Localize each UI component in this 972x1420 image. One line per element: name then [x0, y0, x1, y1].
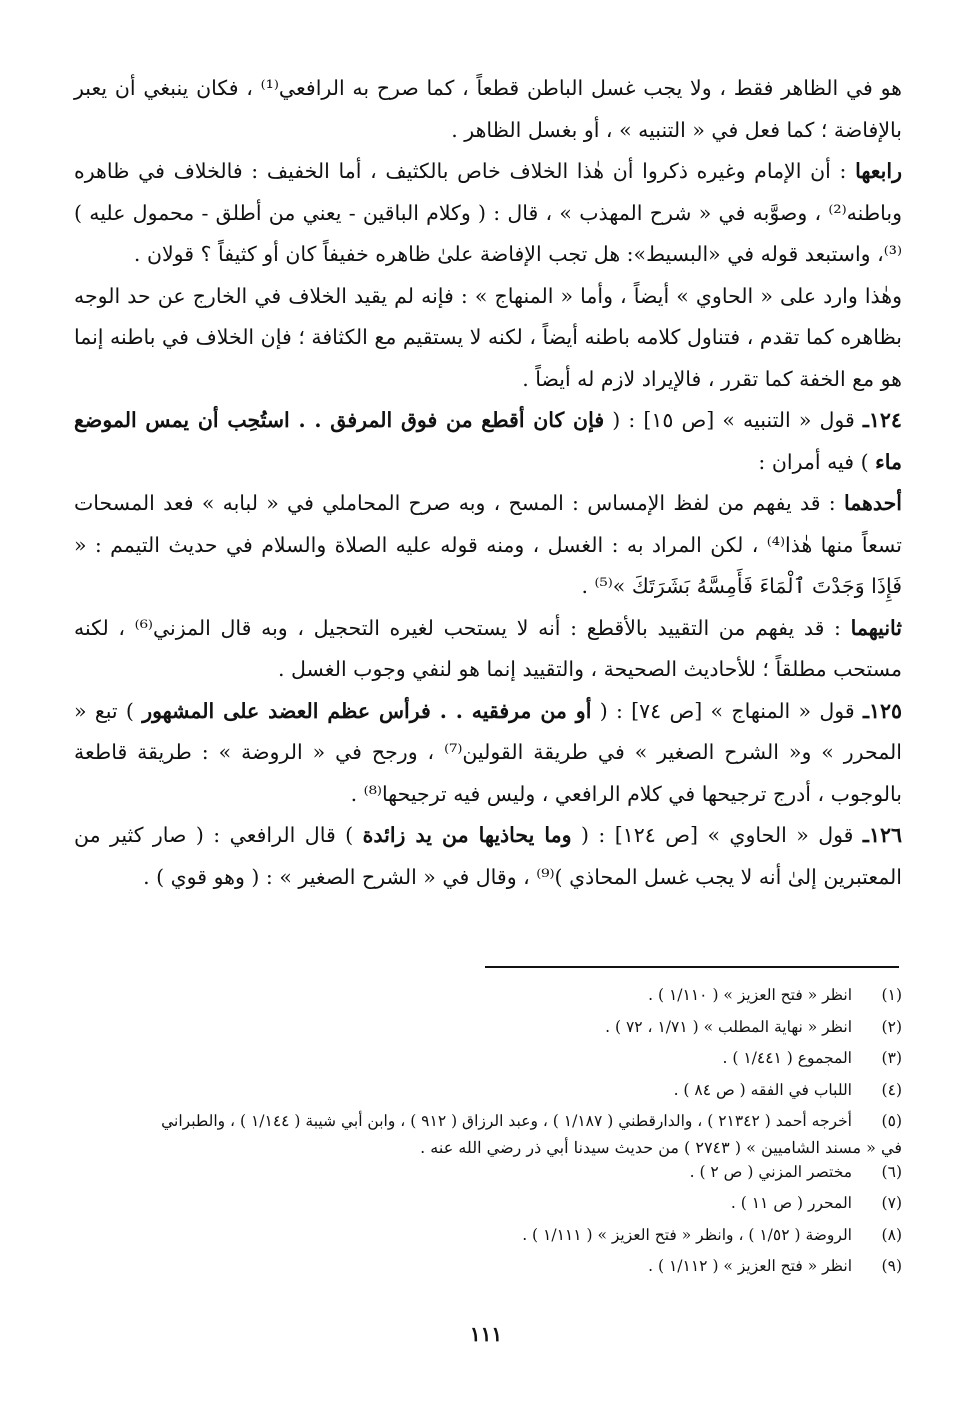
footnote — [74, 1075, 902, 1107]
entry-tail: ) تبع « المحرر » و« الشرح الصغير » في طريقة القولين⁽⁷⁾ ، ورجح في « الروضة » : طريقة قاطعة بالوجوب ، أدرج ترجيحها في كلام الرافعي ، وليس فيه ترجيحها⁽⁸⁾ . — [74, 698, 903, 806]
paragraph-3: وهٰذا وارد على « الحاوي » أيضاً ، وأما « المنهاج » : فإنه لم يقيد الخلاف في الخارج عن حد الوجه بظاهره كما تقدم ، فتناول كلامه باطنه أيضاً ، لكنه لا يستقيم مع الكثافة ؛ فإن الخلاف في باطنه إنما هو مع الخفة كما تقرر ، فالإيراد لازم له أيضاً . — [74, 283, 902, 391]
footnote-number: (٦) — [881, 1162, 902, 1181]
entry-quote: أو من مرفقيه . . فرأس عظم العضد على المشهور — [142, 698, 592, 723]
footnote-text: المجموع ( ١/٤٤١ ) . — [722, 1049, 852, 1067]
footnote-continuation: في « مسند الشاميين » ( ٢٧٤٣ ) من حديث سيدنا أبي ذر رضي الله عنه . — [420, 1137, 902, 1157]
footnote-number: (٨) — [881, 1225, 902, 1244]
entry-number: ١٢٤ـ — [862, 408, 902, 432]
footnote-text: انظر « فتح العزيز » ( ١/١١٢ ) . — [648, 1257, 852, 1275]
paragraph-text: : قد يفهم من لفظ الإمساس : المسح ، وبه صرح المحاملي في « لبابه » فعد المسحات تسعاً منها هٰذا⁽⁴⁾ ، لكن المراد به : الغسل ، ومنه قوله عليه الصلاة والسلام في حديث التيمم : « فَإِذَا وَجَدْتَ ٱلْمَاءَ فَأَمِسَّهُ بَشَرَتَكَ »⁽⁵⁾ . — [74, 491, 902, 598]
footnote-number: (٧) — [881, 1194, 902, 1212]
entry-tail: ) فيه أمران : — [758, 449, 869, 474]
entry-125 — [74, 691, 902, 816]
footnote — [74, 1220, 902, 1252]
entry-intro: قول « التنبيه » [ص ١٥] : ( — [612, 408, 855, 432]
footnote-text: مختصر المزني ( ص ٢ ) . — [689, 1162, 852, 1181]
entry-intro: قول « الحاوي » [ص ١٢٤] : ( — [580, 823, 854, 847]
footnote-number: (٥) — [881, 1112, 902, 1130]
entry-quote: وما يحاذيها من يد زائدة — [362, 823, 572, 847]
paragraph-label: ثانيهما — [850, 615, 902, 640]
footnote-text: انظر « نهاية المطلب » ( ١/٧١ ، ٧٢ ) . — [605, 1017, 852, 1036]
footnote — [74, 1188, 902, 1220]
footnote-text: انظر « فتح العزيز » ( ١/١١٠ ) . — [648, 986, 852, 1004]
paragraph-text: : قد يفهم من التقييد بالأقطع : أنه لا يستحب لغيره التحجيل ، وبه قال المزني⁽⁶⁾ ، لكنه مستحب مطلقاً ؛ للأحاديث الصحيحة ، والتقييد إنما هو لنفي وجوب الغسل . — [74, 615, 902, 681]
entry-intro: قول « المنهاج » [ص ٧٤] : ( — [599, 698, 855, 723]
footnote-number: (٢) — [881, 1017, 902, 1036]
footnote-divider — [485, 966, 899, 968]
entry-tail: ) قال الرافعي : ( صار كثير من المعتبرين إلىٰ أنه لا يجب غسل المحاذي )⁽⁹⁾ ، وقال في « الشرح الصغير » : ( وهو قوي ) . — [74, 823, 902, 889]
paragraph-6 — [74, 608, 902, 691]
paragraph-label: رابعها — [855, 159, 902, 183]
entry-number: ١٢٦ـ — [862, 823, 902, 847]
footnote — [74, 980, 902, 1012]
footnotes — [74, 980, 902, 1283]
entry-126 — [74, 815, 902, 898]
footnote-number: (١) — [881, 986, 902, 1004]
paragraph-2 — [74, 151, 902, 276]
footnote-number: (٣) — [881, 1049, 902, 1067]
footnote — [74, 1157, 902, 1189]
footnote-text: الروضة ( ١/٥٢ ) ، وانظر « فتح العزيز » ( ١/١١١ ) . — [522, 1225, 852, 1244]
paragraph-1: هو في الظاهر فقط ، ولا يجب غسل الباطن قطعاً ، كما صرح به الرافعي⁽¹⁾ ، فكان ينبغي أن يعبر بالإفاضة ؛ كما فعل في « التنبيه » ، أو بغسل الظاهر . — [74, 76, 902, 142]
footnote-number: (٩) — [881, 1257, 902, 1275]
entry-number: ١٢٥ـ — [862, 698, 902, 723]
footnote-text: اللباب في الفقه ( ص ٨٤ ) . — [673, 1080, 852, 1099]
paragraph-5 — [74, 483, 902, 608]
paragraph-label: أحدهما — [843, 491, 902, 515]
footnote-text: المحرر ( ص ١١ ) . — [730, 1194, 852, 1212]
footnote — [74, 1043, 902, 1075]
entry-quote: فإن كان أقطع من فوق المرفق . . استُحِب أن يمس الموضع ماء — [74, 408, 902, 474]
footnote — [74, 1012, 902, 1044]
footnote-number: (٤) — [881, 1080, 902, 1099]
footnote — [74, 1251, 902, 1283]
page-number: ١١١ — [469, 1322, 503, 1346]
paragraph-text: : أن الإمام وغيره ذكروا أن هٰذا الخلاف خاص بالكثيف ، أما الخفيف : فالخلاف في ظاهره وباطنه⁽²⁾ ، وصوَّبه في « شرح المهذب » ، قال : ( وكلام الباقين - يعني من أطلق - محمول عليه )⁽³⁾، واستبعد قوله في «البسيط»: هل تجب الإفاضة علىٰ ظاهره خفيفاً كان أو كثيفاً ؟ قولان . — [74, 159, 902, 266]
main-text — [74, 68, 902, 898]
footnote-text: أخرجه أحمد ( ٢١٣٤٢ ) ، والدارقطني ( ١/١٨٧ ) ، وعبد الرزاق ( ٩١٢ ) ، وابن أبي شيبة ( ١/١٤٤ ) ، والطبراني — [161, 1112, 852, 1130]
footnote — [74, 1106, 902, 1138]
entry-124 — [74, 400, 902, 483]
